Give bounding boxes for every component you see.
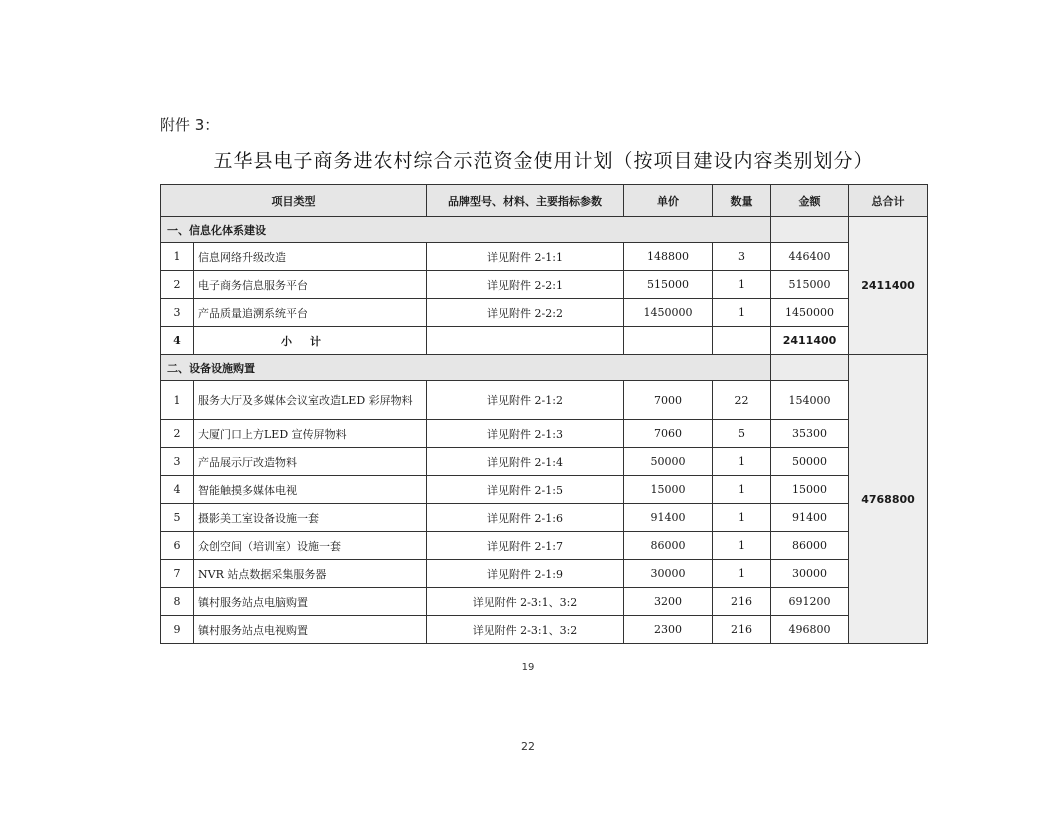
funding-plan-table xyxy=(160,184,928,644)
row-qty: 1 xyxy=(713,504,771,532)
table-row xyxy=(161,616,928,644)
row-no: 5 xyxy=(161,504,194,532)
table-row xyxy=(161,271,928,299)
row-amount: 496800 xyxy=(771,616,849,644)
row-no: 1 xyxy=(161,243,194,271)
row-spec: 详见附件 2-1:3 xyxy=(427,420,624,448)
outer-page-number: 22 xyxy=(521,740,535,753)
row-qty: 1 xyxy=(713,299,771,327)
section-header-row xyxy=(161,355,928,381)
section-header-row xyxy=(161,217,928,243)
row-name: 产品展示厅改造物料 xyxy=(194,448,427,476)
row-amount: 30000 xyxy=(771,560,849,588)
inner-page-number: 19 xyxy=(521,662,535,673)
header-total: 总合计 xyxy=(849,185,928,217)
row-no: 1 xyxy=(161,381,194,420)
row-price: 30000 xyxy=(624,560,713,588)
row-spec: 详见附件 2-2:2 xyxy=(427,299,624,327)
section-total: 4768800 xyxy=(849,355,928,644)
row-price: 86000 xyxy=(624,532,713,560)
row-price: 15000 xyxy=(624,476,713,504)
table-row xyxy=(161,243,928,271)
row-no: 2 xyxy=(161,271,194,299)
row-qty: 1 xyxy=(713,271,771,299)
subtotal-amount: 2411400 xyxy=(771,327,849,355)
row-name: 服务大厅及多媒体会议室改造LED 彩屏物料 xyxy=(194,381,427,420)
row-amount: 154000 xyxy=(771,381,849,420)
table-row xyxy=(161,420,928,448)
row-qty: 216 xyxy=(713,616,771,644)
row-amount: 515000 xyxy=(771,271,849,299)
row-amount: 15000 xyxy=(771,476,849,504)
table-row xyxy=(161,476,928,504)
row-no: 4 xyxy=(161,476,194,504)
row-name: 信息网络升级改造 xyxy=(194,243,427,271)
row-no: 2 xyxy=(161,420,194,448)
row-amount: 35300 xyxy=(771,420,849,448)
row-price: 91400 xyxy=(624,504,713,532)
table-row xyxy=(161,588,928,616)
row-name: 众创空间（培训室）设施一套 xyxy=(194,532,427,560)
row-price: 7060 xyxy=(624,420,713,448)
row-spec: 详见附件 2-1:1 xyxy=(427,243,624,271)
row-qty: 216 xyxy=(713,588,771,616)
row-price: 515000 xyxy=(624,271,713,299)
subtotal-blank-price xyxy=(624,327,713,355)
row-no: 7 xyxy=(161,560,194,588)
row-name: NVR 站点数据采集服务器 xyxy=(194,560,427,588)
row-no: 3 xyxy=(161,448,194,476)
row-name: 产品质量追溯系统平台 xyxy=(194,299,427,327)
row-qty: 1 xyxy=(713,476,771,504)
table-row xyxy=(161,504,928,532)
row-name: 镇村服务站点电视购置 xyxy=(194,616,427,644)
row-spec: 详见附件 2-1:7 xyxy=(427,532,624,560)
row-name: 摄影美工室设备设施一套 xyxy=(194,504,427,532)
table-row xyxy=(161,381,928,420)
header-amount: 金额 xyxy=(771,185,849,217)
row-name: 智能触摸多媒体电视 xyxy=(194,476,427,504)
row-price: 2300 xyxy=(624,616,713,644)
header-spec: 品牌型号、材料、主要指标参数 xyxy=(427,185,624,217)
table-row xyxy=(161,560,928,588)
row-spec: 详见附件 2-1:9 xyxy=(427,560,624,588)
subtotal-blank-spec xyxy=(427,327,624,355)
section-blank-cell xyxy=(771,355,849,381)
row-price: 7000 xyxy=(624,381,713,420)
row-name: 镇村服务站点电脑购置 xyxy=(194,588,427,616)
section-total: 2411400 xyxy=(849,217,928,355)
row-qty: 1 xyxy=(713,532,771,560)
row-spec: 详见附件 2-1:6 xyxy=(427,504,624,532)
subtotal-no: 4 xyxy=(161,327,194,355)
row-spec: 详见附件 2-2:1 xyxy=(427,271,624,299)
table-row xyxy=(161,448,928,476)
table-row xyxy=(161,299,928,327)
annex-label: 附件 3： xyxy=(160,116,220,134)
header-unit-price: 单价 xyxy=(624,185,713,217)
row-amount: 691200 xyxy=(771,588,849,616)
row-qty: 1 xyxy=(713,560,771,588)
subtotal-row xyxy=(161,327,928,355)
row-no: 6 xyxy=(161,532,194,560)
table-header-row xyxy=(161,185,928,217)
row-amount: 1450000 xyxy=(771,299,849,327)
section-blank-cell xyxy=(771,217,849,243)
table-row xyxy=(161,532,928,560)
row-price: 50000 xyxy=(624,448,713,476)
row-spec: 详见附件 2-1:5 xyxy=(427,476,624,504)
row-qty: 5 xyxy=(713,420,771,448)
row-name: 大厦门口上方LED 宣传屏物料 xyxy=(194,420,427,448)
section-label: 二、设备设施购置 xyxy=(161,355,771,381)
row-price: 148800 xyxy=(624,243,713,271)
row-qty: 3 xyxy=(713,243,771,271)
row-amount: 446400 xyxy=(771,243,849,271)
row-no: 8 xyxy=(161,588,194,616)
row-price: 1450000 xyxy=(624,299,713,327)
document-title: 五华县电子商务进农村综合示范资金使用计划（按项目建设内容类别划分） xyxy=(213,150,874,172)
row-price: 3200 xyxy=(624,588,713,616)
row-spec: 详见附件 2-3:1、3:2 xyxy=(427,588,624,616)
row-spec: 详见附件 2-3:1、3:2 xyxy=(427,616,624,644)
row-amount: 91400 xyxy=(771,504,849,532)
row-spec: 详见附件 2-1:2 xyxy=(427,381,624,420)
row-spec: 详见附件 2-1:4 xyxy=(427,448,624,476)
header-type: 项目类型 xyxy=(161,185,427,217)
row-qty: 1 xyxy=(713,448,771,476)
header-qty: 数量 xyxy=(713,185,771,217)
subtotal-blank-qty xyxy=(713,327,771,355)
section-label: 一、信息化体系建设 xyxy=(161,217,771,243)
subtotal-label: 小计 xyxy=(194,327,427,355)
row-no: 3 xyxy=(161,299,194,327)
row-amount: 50000 xyxy=(771,448,849,476)
row-amount: 86000 xyxy=(771,532,849,560)
row-no: 9 xyxy=(161,616,194,644)
row-name: 电子商务信息服务平台 xyxy=(194,271,427,299)
row-qty: 22 xyxy=(713,381,771,420)
